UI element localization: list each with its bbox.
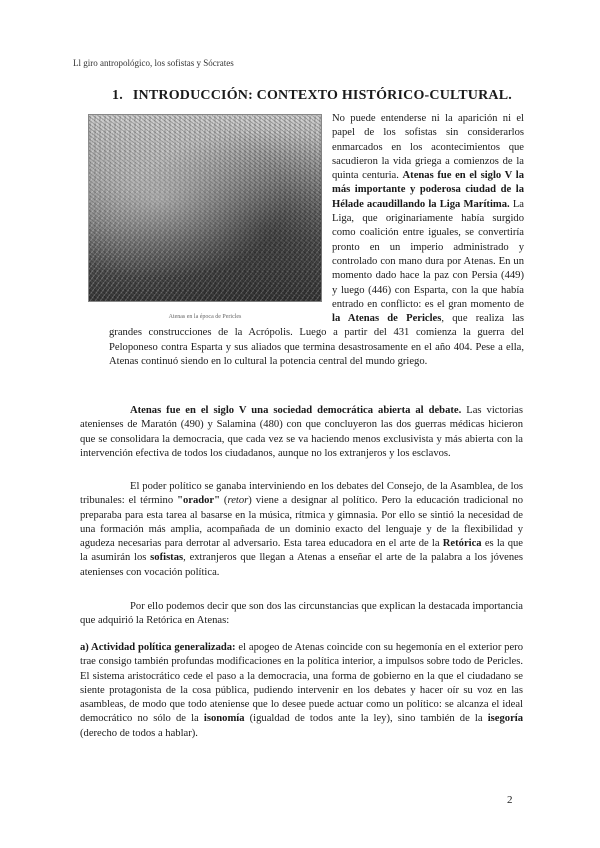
para3-bold-2: Retórica xyxy=(442,538,482,550)
intro-bold-2: la Atenas de Pericles xyxy=(332,313,442,325)
section-number: 1. xyxy=(112,88,123,103)
running-header: Ll giro antropológico, los sofistas y Sócrates xyxy=(73,58,234,68)
para5-text-1: el apogeo de Atenas coincide con su hegemonía en el exterior pero trae consigo también profundas modificaciones en la política interior, a impulsos sobre todo de Pericles. El sistema aristocrático cede el paso a la democracia, una forma de gobierno en la que el ciudadano se siente protagonista de la cosa pública, pudiendo intervenir en los debates y hacer oír su voz en las asambleas, de modo que todo ateniense que lo desee puede actuar como un político: se alcanza el ideal democrático no sólo de la xyxy=(80,642,523,725)
para3-text-3: ) viene a designar al político. Pero la educación tradicional no preparaba para esta tarea al basarse en la música, rítmica y gimnasia. Por ello se sintió la necesidad de una formación más amplia, acompañada de un dominio exacto del lenguaje y de la flexibilidad y agudeza necesarias para derrotar al adversario. Esta tarea educadora en el arte de la xyxy=(80,495,523,550)
intro-text-1: No puede entenderse ni la aparición ni el papel de los sofistas sin considerarlos enmarcados en los acontecimientos que sacudieron la vida griega a comienzos de la quinta centuria. xyxy=(332,113,524,182)
page-number: 2 xyxy=(507,794,513,806)
intro-bold-1: Atenas fue en el siglo V la más importante y poderosa ciudad de la Hélade acaudillando la Liga Marítima. xyxy=(332,170,524,210)
para5-bold-1: a) Actividad política generalizada: xyxy=(80,642,236,653)
para3-text-1: El poder político se ganaba interviniendo en los debates del Consejo, de la Asamblea, de los tribunales: el término xyxy=(80,481,523,507)
para5-bold-2: isonomía xyxy=(203,713,245,725)
para2-bold-1: Atenas fue en el siglo V una sociedad democrática abierta al debate. xyxy=(130,405,462,416)
para5-text-3: (derecho de todos a hablar). xyxy=(80,727,198,739)
section-heading xyxy=(112,88,512,104)
para3-text-5: , extranjeros que llegan a Atenas a enseñar el arte de la palabra a los jóvenes atenienses con vocación política. xyxy=(80,552,523,578)
para3-bold-1: "orador" xyxy=(177,495,221,507)
intro-text-3: , que realiza las grandes construcciones de la Acrópolis. Luego a partir del 431 comienza la guerra del Peloponeso contra Esparta y sus aliados que termina desastrosamente en el año 404. Pese a ella, Atenas continuó siendo en lo cultural la potencia central del mundo griego. xyxy=(109,313,524,368)
paragraph-circumstances xyxy=(80,600,523,629)
intro-paragraph xyxy=(109,112,524,369)
acropolis-photo xyxy=(88,114,322,302)
figure xyxy=(88,114,322,324)
para5-bold-3: isegoría xyxy=(487,713,524,725)
para3-text-4: es la que la asumirán los xyxy=(80,538,523,564)
figure-caption: Atenas en la época de Pericles xyxy=(168,314,242,320)
paragraph-political-activity xyxy=(80,641,523,741)
para3-bold-3: sofistas xyxy=(150,552,184,564)
para5-text-2: (igualdad de todos ante la ley), sino también de la xyxy=(244,713,488,725)
para3-italic-1: retor xyxy=(227,495,249,507)
paragraph-democracy xyxy=(80,404,523,461)
intro-text-2: La Liga, que originariamente había surgido como coalición entre iguales, se convertiría pronto en un imperio administrado y controlado con mano dura por Atenas. En un momento dado hace la paz con Persia (449) y luego (446) con Esparta, con la que había entrado en conflicto: es el gran momento de xyxy=(332,198,524,310)
para4-text-1: Por ello podemos decir que son dos las circunstancias que explican la destacada importancia que adquirió la Retórica en Atenas: xyxy=(80,601,523,627)
para2-text-1: Las victorias atenienses de Maratón (490) y Salamina (480) con que concluyeron las dos guerras médicas hicieron que se consolidara la democracia, que cada vez se va haciendo menos exclusivista y más abierta con la intervención efectiva de todos los ciudadanos, aunque no los extranjeros y los esclavos. xyxy=(80,405,523,459)
para3-text-2: ( xyxy=(220,495,228,507)
paragraph-political-power xyxy=(80,480,523,580)
section-title: INTRODUCCIÓN: CONTEXTO HISTÓRICO-CULTURAL. xyxy=(132,88,512,103)
